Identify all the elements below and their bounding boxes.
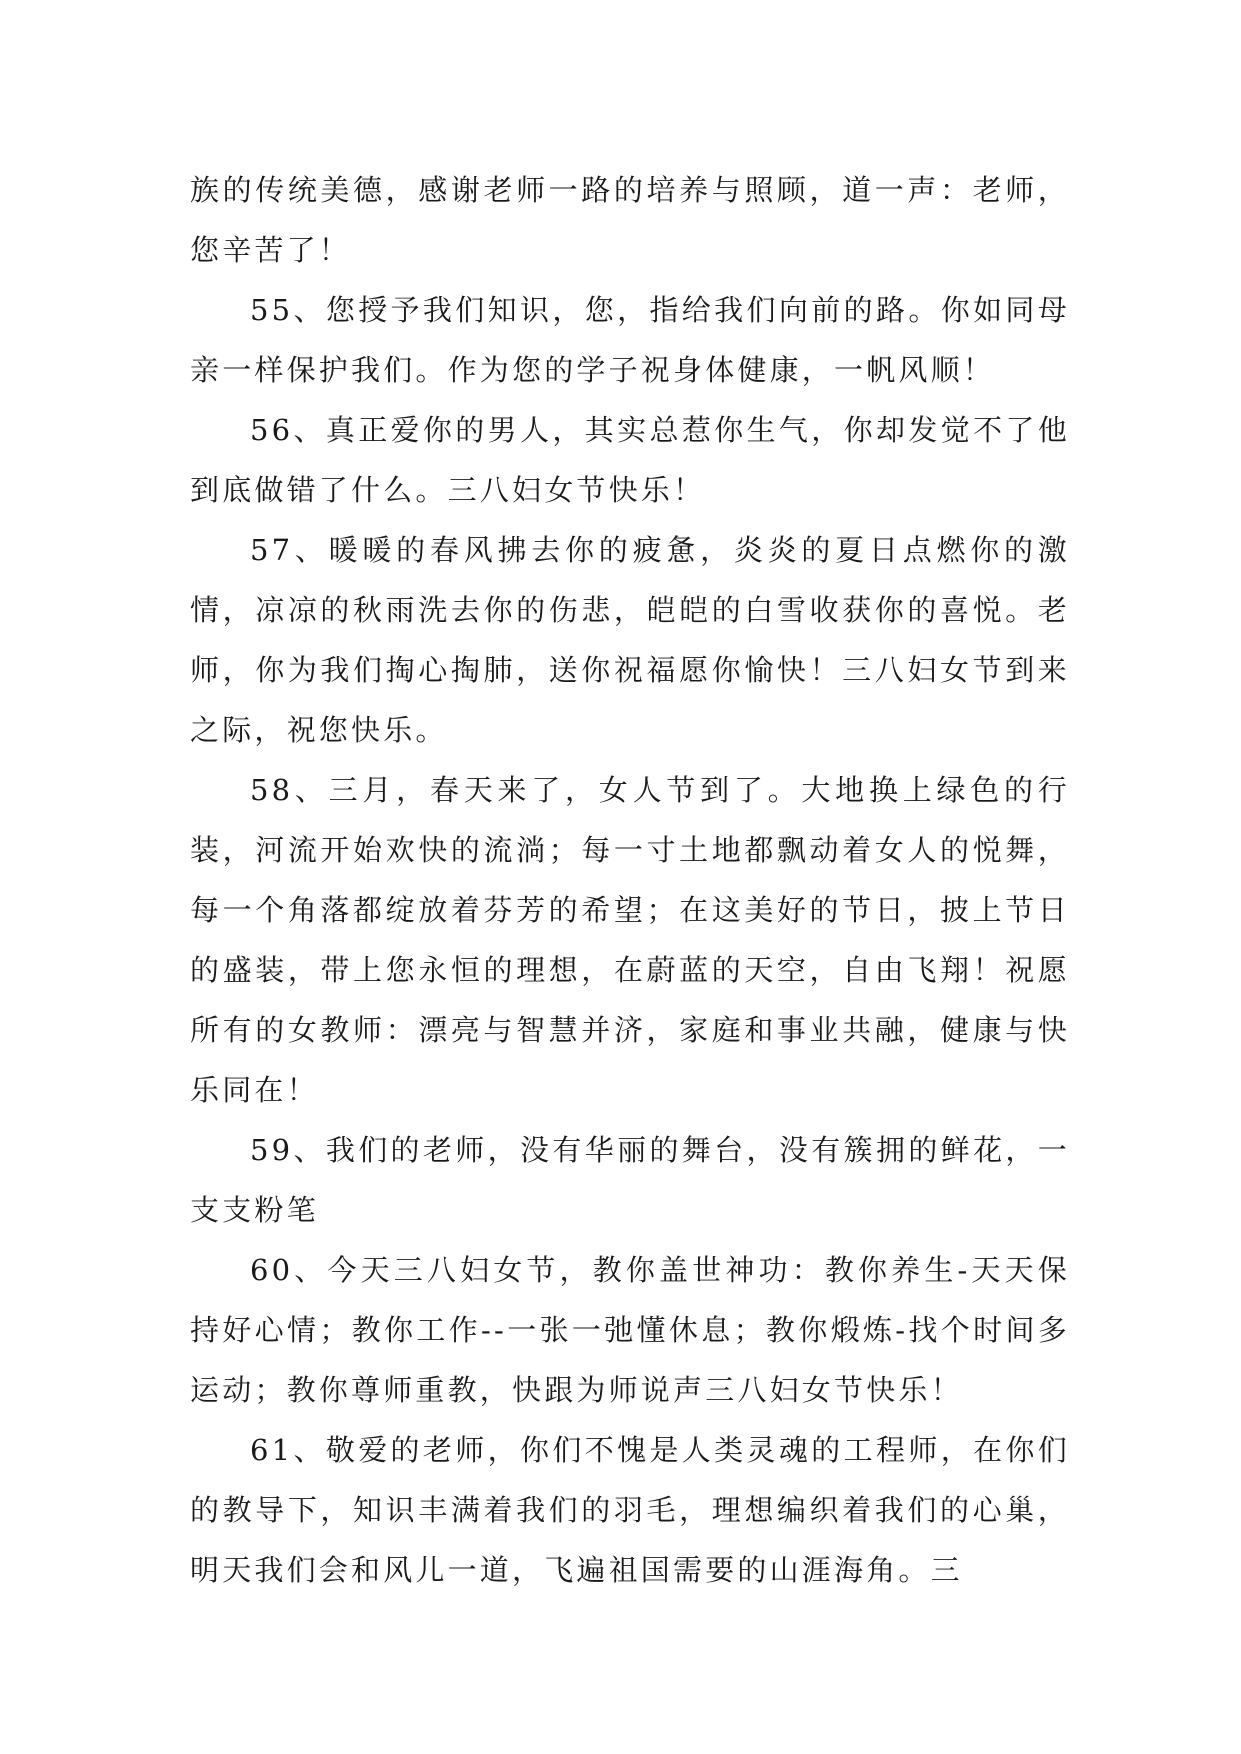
text-line: 您辛苦了！ [190, 233, 352, 267]
text-line: 母亲一样保护我们。作为您的学子祝身体健康，一帆风顺！ [190, 293, 1070, 387]
document-body [190, 160, 1070, 1600]
text-line: 们的教导下，知识丰满着我们的羽毛，理想编织着我们的心 [190, 1433, 1070, 1527]
text-line: 巢，明天我们会和风儿一道，飞遍祖国需要的山涯海角。三 [190, 1493, 1070, 1587]
text-line: 55、您授予我们知识，您，指给我们向前的路。你如同 [250, 293, 1038, 327]
paragraph-p58 [190, 760, 1070, 1120]
text-line: 族的传统美德，感谢老师一路的培养与照顾，道一声：老师， [190, 173, 1070, 207]
text-line: 60、今天三八妇女节，教你盖世神功：教你养生-天天 [250, 1253, 1038, 1287]
text-line: 祝愿所有的女教师：漂亮与智慧并济，家庭和事业共融，健 [190, 953, 1070, 1047]
text-line: 装，河流开始欢快的流淌；每一寸土地都飘动着女人的悦舞， [190, 833, 1070, 867]
paragraph-p55 [190, 280, 1070, 400]
text-line: 日的盛装，带上您永恒的理想，在蔚蓝的天空，自由飞翔！ [190, 893, 1070, 987]
paragraph-p56 [190, 400, 1070, 520]
paragraph-p59 [190, 1120, 1070, 1240]
paragraph-p-continued [190, 160, 1070, 280]
paragraph-p60 [190, 1240, 1070, 1420]
text-line: 61、敬爱的老师，你们不愧是人类灵魂的工程师，在你 [250, 1433, 1038, 1467]
text-line: 康与快乐同在！ [190, 1013, 1070, 1107]
paragraph-p57 [190, 520, 1070, 760]
text-line: 到来之际，祝您快乐。 [190, 653, 1070, 747]
text-line: 每一个角落都绽放着芬芳的希望；在这美好的节日，披上节 [190, 893, 1038, 927]
text-line: 老师，你为我们掏心掏肺，送你祝福愿你愉快！三八妇女节 [190, 593, 1070, 687]
paragraph-p61 [190, 1420, 1070, 1600]
text-line: 56、真正爱你的男人，其实总惹你生气，你却发觉不了 [250, 413, 1038, 447]
text-line: 57、暖暖的春风拂去你的疲惫，炎炎的夏日点燃你的激 [250, 533, 1070, 567]
text-line: 他到底做错了什么。三八妇女节快乐！ [190, 413, 1070, 507]
text-line: 情，凉凉的秋雨洗去你的伤悲，皑皑的白雪收获你的喜悦。 [190, 593, 1038, 627]
text-line: 间多运动；教你尊师重教，快跟为师说声三八妇女节快乐！ [190, 1313, 1070, 1407]
text-line: 保持好心情；教你工作--一张一弛懂休息；教你煅炼-找个时 [190, 1253, 1070, 1347]
text-line: 一支支粉笔 [190, 1133, 1070, 1227]
text-line: 58、三月，春天来了，女人节到了。大地换上绿色的行 [250, 773, 1070, 807]
text-line: 59、我们的老师，没有华丽的舞台，没有簇拥的鲜花， [250, 1133, 1038, 1167]
